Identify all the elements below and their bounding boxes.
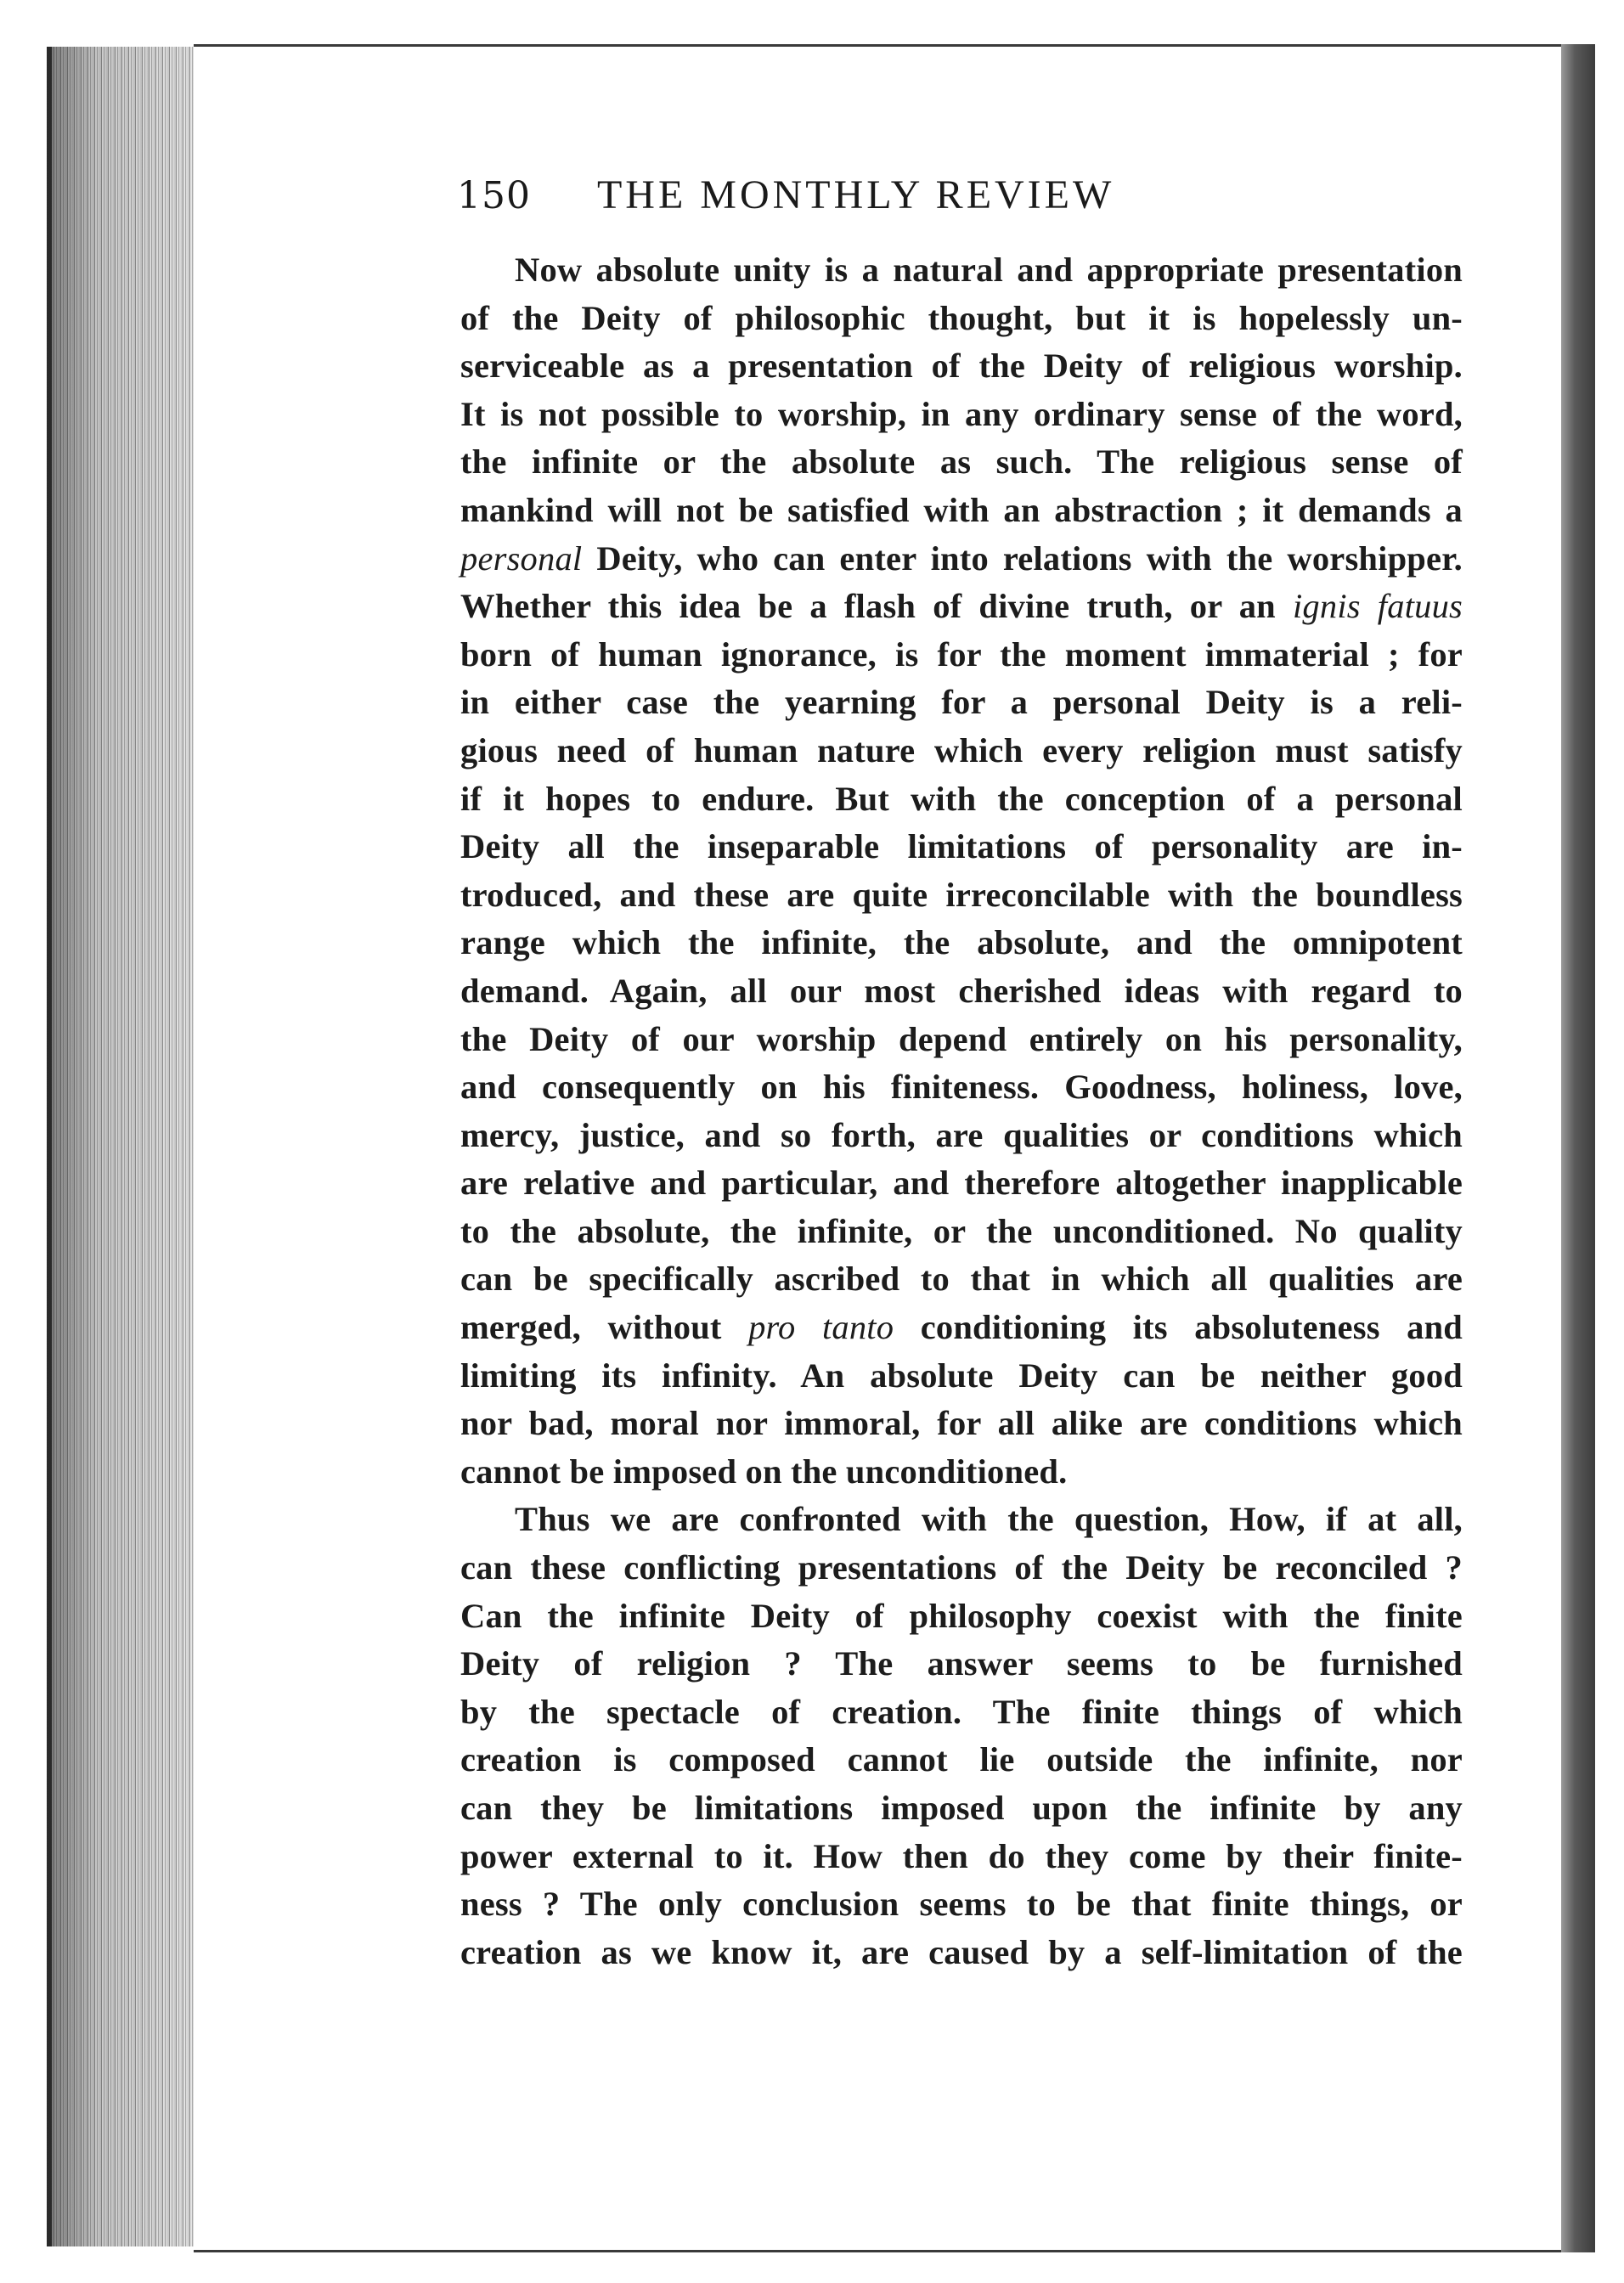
page-edges-shadow: [47, 47, 195, 2246]
text-line: troduced, and these are quite irreconcilable with the boundless: [460, 875, 1463, 914]
text-line: are relative and particular, and therefore altogether inapplicable: [460, 1164, 1463, 1203]
text-line: [460, 535, 1463, 583]
text-line: serviceable as a presentation of the Deity of religious worship.: [460, 347, 1463, 386]
text-line: ness ? The only conclusion seems to be that finite things, or: [460, 1885, 1463, 1924]
text-run: Whether this idea be a flash of divine truth, or an: [460, 587, 1276, 626]
text-line: Thus we are confronted with the question, How, if at all,: [515, 1500, 1463, 1539]
text-line: mankind will not be satisfied with an abstraction ; it demands a: [460, 490, 1463, 529]
journal-title: THE MONTHLY REVIEW: [596, 172, 1115, 217]
text-line: the Deity of our worship depend entirely on his personality,: [460, 1019, 1463, 1058]
text-line: if it hopes to endure. But with the conception of a personal: [460, 779, 1463, 818]
text-line: limiting its infinity. An absolute Deity can be neither good: [460, 1356, 1463, 1395]
text-line: mercy, justice, and so forth, are qualities or conditions which: [460, 1115, 1463, 1154]
text-line: in either case the yearning for a personal Deity is a reli-: [460, 683, 1463, 722]
text-line: demand. Again, all our most cherished ideas with regard to: [460, 971, 1463, 1010]
text-line: gious need of human nature which every religion must satisfy: [460, 730, 1463, 769]
text-line: [460, 583, 1463, 631]
scan-margin: [1595, 34, 1624, 2259]
text-line: can be specifically ascribed to that in which all qualities are: [460, 1260, 1463, 1299]
text-line: to the absolute, the infinite, or the unconditioned. No quality: [460, 1211, 1463, 1250]
text-line: nor bad, moral nor immoral, for all alike are conditions which: [460, 1404, 1463, 1443]
text-run: Deity, who can enter into relations with the worshipper.: [596, 538, 1463, 578]
page-number: 150: [457, 174, 531, 217]
text-line: by the spectacle of creation. The finite things of which: [460, 1692, 1463, 1731]
text-line: range which the infinite, the absolute, and the omnipotent: [460, 923, 1463, 962]
text-line: Deity all the inseparable limitations of personality are in-: [460, 827, 1463, 866]
italic-word: personal: [460, 538, 583, 578]
text-line: It is not possible to worship, in any ordinary sense of the word,: [460, 394, 1463, 433]
body-text: [460, 246, 1463, 1976]
text-line: the infinite or the absolute as such. The religious sense of: [460, 443, 1463, 482]
text-line: creation as we know it, are caused by a self-limitation of the: [460, 1932, 1463, 1971]
text-run: merged, without: [460, 1308, 722, 1347]
text-line: [460, 1304, 1463, 1352]
text-line: Deity of religion ? The answer seems to be furnished: [460, 1644, 1463, 1683]
text-line: power external to it. How then do they come by their finite-: [460, 1836, 1463, 1875]
text-line: cannot be imposed on the unconditioned.: [460, 1452, 1068, 1491]
text-run: conditioning its absoluteness and: [920, 1308, 1463, 1347]
italic-phrase: pro tanto: [748, 1308, 894, 1347]
italic-phrase: ignis fatuus: [1292, 587, 1463, 626]
text-line: can these conflicting presentations of the Deity be reconciled ?: [460, 1548, 1463, 1587]
text-line: and consequently on his finiteness. Goodness, holiness, love,: [460, 1068, 1463, 1107]
text-line: born of human ignorance, is for the moment immaterial ; for: [460, 634, 1463, 674]
text-line: creation is composed cannot lie outside the infinite, nor: [460, 1740, 1463, 1779]
binding-edge: [1561, 44, 1595, 2252]
text-line: Now absolute unity is a natural and appropriate presentation: [515, 251, 1463, 289]
text-line: can they be limitations imposed upon the infinite by any: [460, 1789, 1463, 1827]
text-line: of the Deity of philosophic thought, but it is hopelessly un-: [460, 298, 1463, 337]
text-line: Can the infinite Deity of philosophy coexist with the finite: [460, 1596, 1463, 1635]
running-head: [457, 172, 1468, 223]
